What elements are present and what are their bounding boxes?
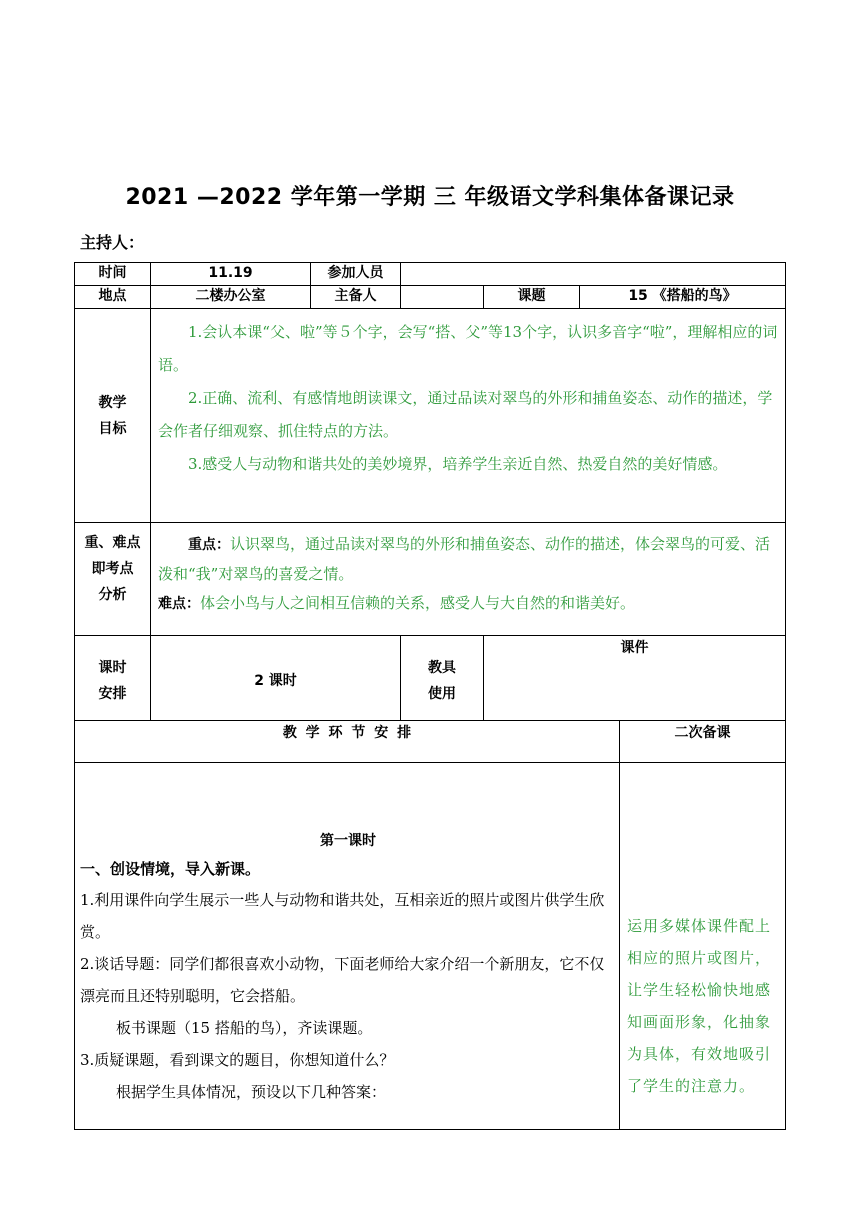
- teaching-tools-label: [401, 655, 483, 707]
- lesson-paragraph-4: 3.质疑课题，看到课文的题目，你想知道什么？: [80, 1051, 395, 1069]
- tools-label-line1: 教具: [428, 660, 456, 676]
- second-prep-header: 二次备课: [674, 725, 731, 741]
- difficulty-text: 体会小鸟与人之间相互信赖的关系，感受人与大自然的和谐美好。: [200, 594, 636, 612]
- topic-value: 15 《搭船的鸟》: [628, 288, 737, 304]
- place-label: 地点: [98, 288, 127, 304]
- goals-label-line2: 目标: [98, 421, 127, 437]
- time-value: 11.19: [208, 265, 253, 281]
- key-points-content: [158, 530, 778, 619]
- goals-label-line1: 教学: [98, 395, 127, 411]
- teaching-steps-header: 教 学 环 节 安 排: [282, 725, 412, 741]
- keypoints-label-line1: 重、难点: [84, 535, 141, 551]
- goal-item-3: 3.感受人与动物和谐共处的美妙境界，培养学生亲近自然、热爱自然的美好情感。: [188, 455, 728, 473]
- keypoints-label-line3: 分析: [98, 587, 127, 603]
- focus-text: 认识翠鸟，通过品读对翠鸟的外形和捕鱼姿态、动作的描述，体会翠鸟的可爱、活泼和“我”对翠鸟的喜爱之情。: [158, 535, 771, 583]
- time-label: 时间: [98, 265, 127, 281]
- lead-preparer-label: 主备人: [334, 288, 377, 304]
- focus-label: 重点：: [188, 537, 230, 553]
- host-label: 主持人：: [80, 233, 145, 252]
- topic-label: 课题: [517, 288, 546, 304]
- teaching-tools-value: 课件: [620, 640, 649, 656]
- lesson-paragraph-2: 2.谈话导题：同学们都很喜欢小动物，下面老师给大家介绍一个新朋友，它不仅漂亮而且还特别聪明，它会搭船。: [80, 955, 605, 1005]
- teaching-goals-label: [75, 390, 150, 442]
- lesson-body: [80, 828, 616, 1108]
- lesson-paragraph-5: 根据学生具体情况，预设以下几种答案：: [116, 1083, 387, 1101]
- key-points-label: [75, 530, 150, 608]
- place-value: 二楼办公室: [195, 288, 266, 304]
- second-prep-note: 运用多媒体课件配上相应的照片或图片，让学生轻松愉快地感知画面形象，化抽象为具体，有效地吸引了学生的注意力。: [627, 917, 772, 1095]
- goal-item-2: 2.正确、流利、有感情地朗读课文，通过品读对翠鸟的外形和捕鱼姿态、动作的描述，学会作者仔细观察、抓住特点的方法。: [158, 389, 773, 440]
- participants-label: 参加人员: [327, 265, 384, 281]
- goal-item-1: 1.会认本课“父、啦”等５个字，会写“搭、父”等13个字，认识多音字“啦”，理解相应的词语。: [158, 323, 778, 374]
- schedule-label-line1: 课时: [98, 660, 127, 676]
- teaching-goals-content: [158, 316, 778, 481]
- session-title: 第一课时: [320, 833, 376, 849]
- tools-label-line2: 使用: [428, 686, 456, 702]
- schedule-label-line2: 安排: [98, 686, 127, 702]
- keypoints-label-line2: 即考点: [91, 561, 134, 577]
- part1-heading: 一、创设情境，导入新课。: [80, 860, 261, 878]
- lesson-paragraph-3: 板书课题（15 搭船的鸟），齐读课题。: [116, 1019, 373, 1037]
- difficulty-label: 难点：: [158, 596, 200, 612]
- schedule-label: [75, 655, 150, 707]
- schedule-value: 2 课时: [254, 673, 297, 689]
- page-title: 2021 —2022 学年第一学期 三 年级语文学科集体备课记录: [125, 185, 735, 210]
- lesson-paragraph-1: 1.利用课件向学生展示一些人与动物和谐共处，互相亲近的照片或图片供学生欣赏。: [80, 891, 605, 941]
